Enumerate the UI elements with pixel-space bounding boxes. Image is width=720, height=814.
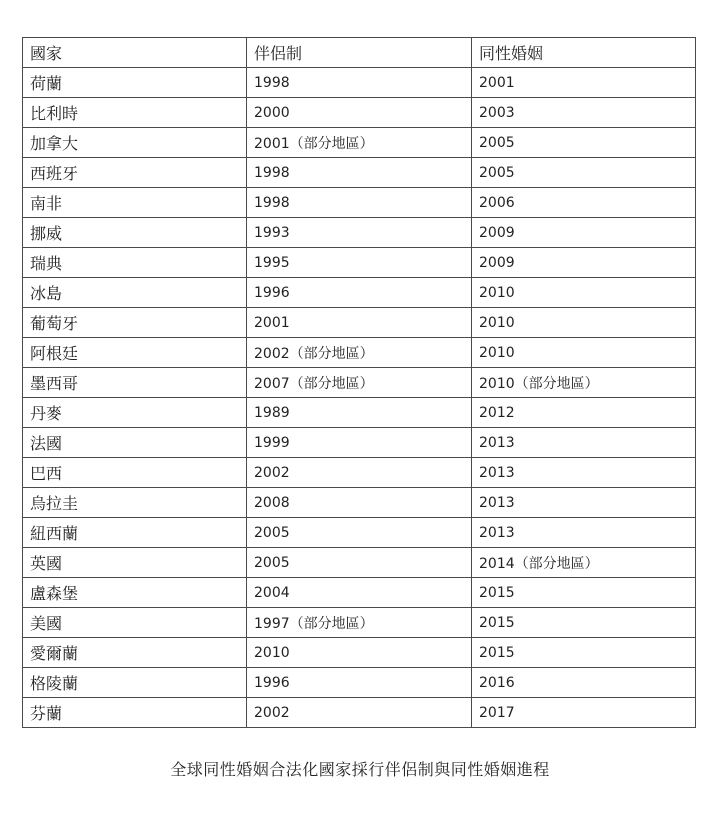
cell-country: 比利時 xyxy=(23,98,247,128)
cell-country: 阿根廷 xyxy=(23,338,247,368)
table-row xyxy=(23,338,696,368)
cell-marriage-year: 2015 xyxy=(472,608,696,638)
cell-country: 冰島 xyxy=(23,278,247,308)
cell-marriage-year: 2014（部分地區） xyxy=(472,548,696,578)
cell-marriage-year: 2003 xyxy=(472,98,696,128)
cell-country: 愛爾蘭 xyxy=(23,638,247,668)
cell-partnership-year: 2008 xyxy=(247,488,472,518)
table-row xyxy=(23,128,696,158)
cell-partnership-year: 2005 xyxy=(247,548,472,578)
cell-marriage-year: 2017 xyxy=(472,698,696,728)
cell-partnership-year: 2010 xyxy=(247,638,472,668)
cell-country: 墨西哥 xyxy=(23,368,247,398)
cell-partnership-year: 1998 xyxy=(247,158,472,188)
cell-marriage-year: 2013 xyxy=(472,428,696,458)
cell-country: 法國 xyxy=(23,428,247,458)
table-row xyxy=(23,458,696,488)
cell-country: 紐西蘭 xyxy=(23,518,247,548)
cell-partnership-year: 2002（部分地區） xyxy=(247,338,472,368)
cell-partnership-year: 2001 xyxy=(247,308,472,338)
cell-marriage-year: 2010 xyxy=(472,278,696,308)
table-row xyxy=(23,548,696,578)
cell-country: 西班牙 xyxy=(23,158,247,188)
cell-marriage-year: 2015 xyxy=(472,578,696,608)
table-row xyxy=(23,398,696,428)
cell-country: 芬蘭 xyxy=(23,698,247,728)
cell-country: 烏拉圭 xyxy=(23,488,247,518)
cell-country: 挪威 xyxy=(23,218,247,248)
table-row xyxy=(23,638,696,668)
header-country: 國家 xyxy=(23,38,247,68)
table-row xyxy=(23,68,696,98)
table-row xyxy=(23,278,696,308)
table-row xyxy=(23,188,696,218)
cell-partnership-year: 1996 xyxy=(247,278,472,308)
cell-partnership-year: 1996 xyxy=(247,668,472,698)
cell-marriage-year: 2016 xyxy=(472,668,696,698)
cell-partnership-year: 1989 xyxy=(247,398,472,428)
table-header-row xyxy=(23,38,696,68)
cell-marriage-year: 2005 xyxy=(472,158,696,188)
cell-country: 盧森堡 xyxy=(23,578,247,608)
cell-partnership-year: 2007（部分地區） xyxy=(247,368,472,398)
cell-marriage-year: 2012 xyxy=(472,398,696,428)
cell-marriage-year: 2009 xyxy=(472,218,696,248)
cell-country: 英國 xyxy=(23,548,247,578)
table-row xyxy=(23,158,696,188)
cell-marriage-year: 2010（部分地區） xyxy=(472,368,696,398)
cell-marriage-year: 2013 xyxy=(472,518,696,548)
cell-country: 丹麥 xyxy=(23,398,247,428)
table-row xyxy=(23,578,696,608)
cell-country: 南非 xyxy=(23,188,247,218)
legalization-table xyxy=(22,37,696,728)
cell-partnership-year: 1995 xyxy=(247,248,472,278)
table-row xyxy=(23,668,696,698)
cell-marriage-year: 2010 xyxy=(472,338,696,368)
cell-partnership-year: 1999 xyxy=(247,428,472,458)
cell-marriage-year: 2010 xyxy=(472,308,696,338)
table-row xyxy=(23,608,696,638)
table-body xyxy=(23,68,696,728)
cell-partnership-year: 2005 xyxy=(247,518,472,548)
cell-marriage-year: 2001 xyxy=(472,68,696,98)
cell-marriage-year: 2013 xyxy=(472,488,696,518)
cell-partnership-year: 1997（部分地區） xyxy=(247,608,472,638)
cell-marriage-year: 2005 xyxy=(472,128,696,158)
table-caption: 全球同性婚姻合法化國家採行伴侶制與同性婚姻進程 xyxy=(170,760,550,779)
table-row xyxy=(23,218,696,248)
cell-partnership-year: 2002 xyxy=(247,698,472,728)
cell-country: 荷蘭 xyxy=(23,68,247,98)
cell-partnership-year: 2002 xyxy=(247,458,472,488)
cell-partnership-year: 1998 xyxy=(247,68,472,98)
cell-marriage-year: 2009 xyxy=(472,248,696,278)
cell-country: 葡萄牙 xyxy=(23,308,247,338)
cell-partnership-year: 1993 xyxy=(247,218,472,248)
table-row xyxy=(23,308,696,338)
cell-partnership-year: 1998 xyxy=(247,188,472,218)
table-row xyxy=(23,428,696,458)
cell-marriage-year: 2006 xyxy=(472,188,696,218)
cell-country: 格陵蘭 xyxy=(23,668,247,698)
table-row xyxy=(23,518,696,548)
cell-partnership-year: 2004 xyxy=(247,578,472,608)
table-row xyxy=(23,248,696,278)
cell-partnership-year: 2001（部分地區） xyxy=(247,128,472,158)
cell-country: 加拿大 xyxy=(23,128,247,158)
cell-marriage-year: 2013 xyxy=(472,458,696,488)
header-partnership: 伴侶制 xyxy=(247,38,472,68)
table-row xyxy=(23,98,696,128)
cell-partnership-year: 2000 xyxy=(247,98,472,128)
cell-country: 美國 xyxy=(23,608,247,638)
table-row xyxy=(23,368,696,398)
cell-country: 巴西 xyxy=(23,458,247,488)
cell-marriage-year: 2015 xyxy=(472,638,696,668)
table-row xyxy=(23,698,696,728)
header-same-sex-marriage: 同性婚姻 xyxy=(472,38,696,68)
cell-country: 瑞典 xyxy=(23,248,247,278)
table-row xyxy=(23,488,696,518)
